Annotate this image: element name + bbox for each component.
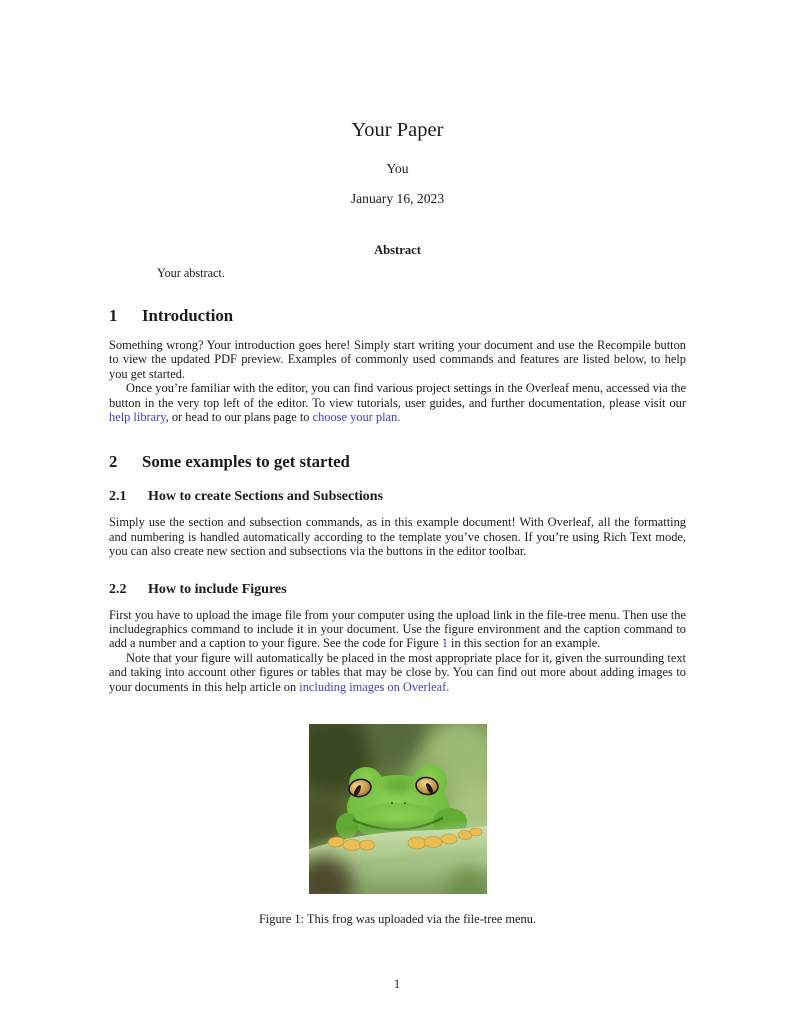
frog-photo: [309, 724, 487, 894]
subsection-2-1-title: How to create Sections and Subsections: [148, 489, 384, 505]
inline-link[interactable]: choose your plan.: [312, 410, 401, 425]
figure-caption: Figure 1: This frog was uploaded via the file-tree menu.: [258, 912, 537, 927]
paper-title: Your Paper: [351, 119, 444, 141]
subsection-2-2-heading: [109, 581, 686, 598]
inline-link[interactable]: including images on Overleaf.: [299, 679, 450, 694]
subsection-2-1-heading: [109, 488, 686, 505]
section-2-number: 2: [109, 452, 118, 472]
subsection-2-2-number: 2.2: [109, 581, 127, 597]
paper-author: You: [386, 161, 409, 176]
page-number: 1: [393, 977, 401, 991]
section-1-title: Introduction: [142, 306, 234, 325]
paragraph: [109, 338, 686, 381]
paragraph: [109, 608, 686, 651]
section-1-number: 1: [109, 306, 118, 325]
paragraph: [109, 515, 686, 558]
abstract-heading: Abstract: [374, 243, 421, 257]
section-2-heading: [109, 452, 686, 472]
abstract-body: Your abstract.: [157, 266, 225, 280]
subsection-2-2-title: How to include Figures: [148, 581, 287, 597]
text-segment: First you have to upload the image file from your computer using the upload link in the file-tree menu. Then use the includegraphics command to include it in your document. Use the figure environment and the caption command to add a number and a caption to your figure. See the code for Figure: [109, 607, 686, 651]
paragraph: [109, 651, 686, 694]
paper-date: January 16, 2023: [350, 191, 445, 206]
section-2-title: Some examples to get started: [142, 452, 350, 472]
text-segment: in this section for an example.: [447, 636, 601, 651]
section-1-heading: [109, 306, 686, 326]
figure-1: [109, 724, 686, 927]
text-segment: Something wrong? Your introduction goes here! Simply start writing your document and use the Recompile button to view the updated PDF preview. Examples of commonly used commands and features are listed below, to help you get started.: [109, 338, 686, 381]
inline-link[interactable]: help library: [109, 410, 166, 425]
document-content: [109, 0, 686, 927]
text-segment: , or head to our plans page to: [165, 410, 313, 425]
text-segment: Note that your figure will automatically be placed in the most appropriate place for it, given the surrounding text and taking into account other figures or tables that may be close by. You can find out more about adding images to your documents in this help article on: [109, 650, 686, 694]
paragraph: [109, 381, 686, 424]
inline-link[interactable]: 1: [441, 636, 448, 651]
text-segment: Once you’re familiar with the editor, you can find various project settings in the Overleaf menu, accessed via the button in the very top left of the editor. To view tutorials, user guides, and further documentation, please visit our: [109, 381, 686, 410]
text-segment: Simply use the section and subsection commands, as in this example document! With Overleaf, all the formatting and numbering is handled automatically according to the template you’ve chosen. If you’re using Rich Text mode, you can also create new section and subsections via the buttons in the editor toolbar.: [109, 515, 686, 559]
subsection-2-1-number: 2.1: [109, 489, 127, 505]
